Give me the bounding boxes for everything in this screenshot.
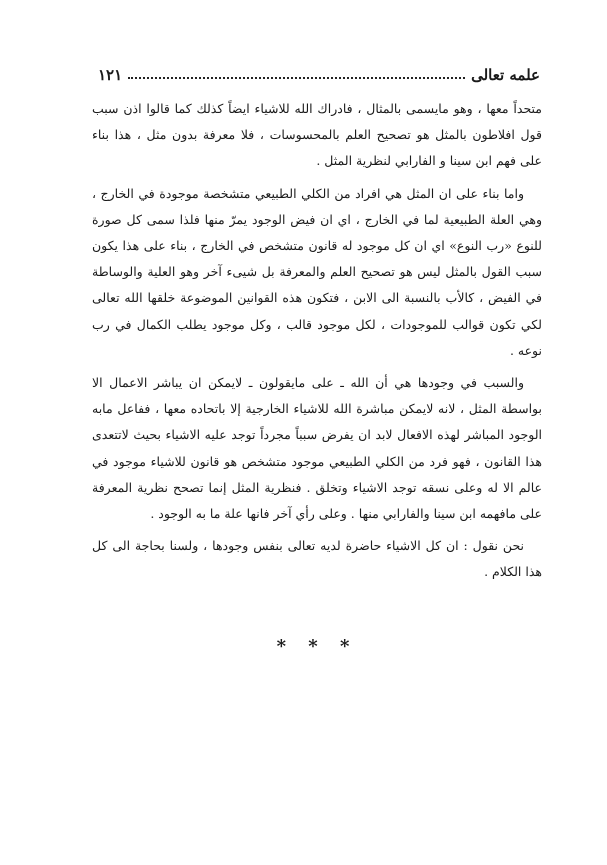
paragraph-2: واما بناء على ان المثل هي افراد من الكلي الطبيعي متشخصة موجودة في الخارج ، وهي العلة الطبيعية لما في الخارج ، اي ان فيض الوجود يمرّ منها فلذا سمى كل صورة للنوع «رب النوع» اي ان كل موجود له قانون متشخص في الخارج ، بناء على هذا يكون سبب القول بالمثل ليس هو تصحيح العلم والمعرفة بل شيىء آخر وهو العلية والوساطة في الفيض ، كالأب بالنسبة الى الابن ، فتكون هذه القوانين الموضوعة خلقها الله تعالى لكي تكون قوالب للموجودات ، لكل موجود قالب ، وكل موجود يطلب الكمال في رب نوعه . [92,185,542,358]
leader-dots [128,77,465,79]
page-number: ١٢١ [98,66,123,84]
running-title: علمه تعالى [471,66,540,84]
paragraph-4: نحن نقول : ان كل الاشياء حاضرة لديه تعالى بنفس وجودها ، ولسنا بحاجة الى كل هذا الكلام . [92,538,542,580]
section-ornament: * * * [276,636,358,657]
paragraph-1: متحداً معها ، وهو مايسمى بالمثال ، فادراك الله للاشياء ايضاً كذلك كما قالوا اذن سبب قول افلاطون بالمثل هو تصحيح العلم بالمحسوسات ، فلا معرفة بدون مثل ، هذا بناء على فهم ابن سينا و الفارابي لنظرية المثل . [92,101,542,169]
page-body [92,96,542,586]
paragraph-3: والسبب في وجودها هي أن الله ـ على مايقولون ـ لايمكن ان يباشر الاعمال الا بواسطة المثل ، لانه لايمكن مباشرة الله للاشياء الخارجية إلا باتحاده معها ، ففاعل مابه الوجود المباشر لهذه الافعال لابد ان يفرض سبباً مجرداً توجد عليه الاشياء بحيث لاتتعدى هذا القانون ، فهو فرد من الكلي الطبيعي موجود متشخص هو قانون للاشياء موجود في عالم الا له وعلى نسقه توجد الاشياء وتخلق . فنظرية المثل إنما تصحح نظرية المعرفة على مافهمه ابن سينا والفارابي منها . وعلى رأي آخر فانها علة ما به الوجود . [92,375,542,522]
running-header [98,62,540,88]
